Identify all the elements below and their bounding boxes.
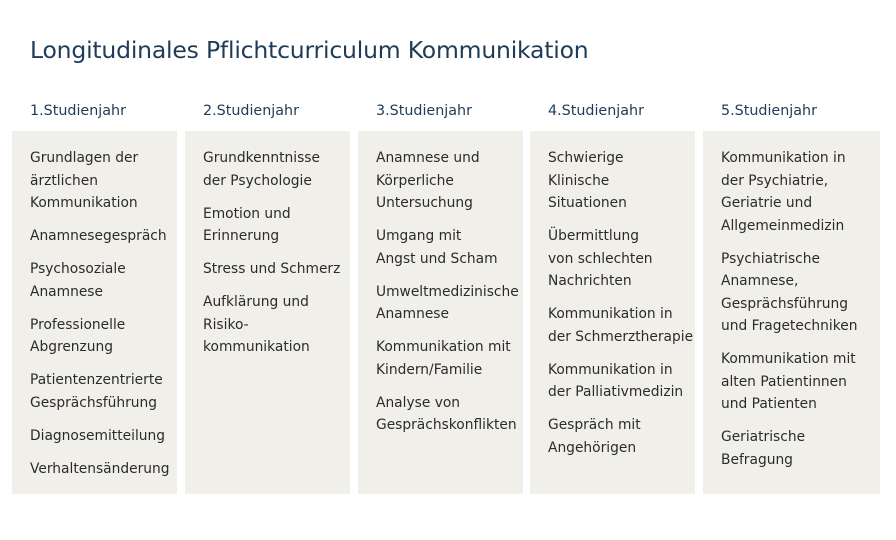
list-item: Kommunikation mit Kindern/Familie [376,339,511,378]
column-header-year-5: 5.Studienjahr [721,103,817,119]
list-item: Anamnese und Körperliche Untersuchung [376,150,480,211]
list-item: Professionelle Abgrenzung [30,316,126,355]
column-header-year-2: 2.Studienjahr [203,103,299,119]
page-title: Longitudinales Pflichtcurriculum Kommunikation [30,36,589,64]
list-item: Kommunikation mit alten Patientinnen und Patienten [721,351,856,412]
list-item: Grundkenntnisse der Psychologie [203,150,320,189]
list-item: Aufklärung und Risiko- kommunikation [203,294,310,355]
list-item: Analyse von Gesprächskonflikten [376,394,517,433]
list-item: Diagnosemitteilung [30,427,166,444]
list-item: Emotion und Erinnerung [203,205,291,244]
column-panel-year-5 [703,131,880,494]
list-item: Gespräch mit Angehörigen [548,417,641,456]
list-item: Stress und Schmerz [203,261,341,277]
list-item: Schwierige Klinische Situationen [548,150,627,211]
list-item: Verhaltensänderung [30,460,170,477]
list-item: Kommunikation in der Palliativmedizin [548,361,684,400]
list-item: Patientenzentrierte Gesprächsführung [30,372,163,411]
column-header-year-1: 1.Studienjahr [30,103,126,119]
list-item: Psychosoziale Anamnese [30,261,126,300]
list-item: Kommunikation in der Psychiatrie, Geriatrie und Allgemeinmedizin [721,150,846,234]
column-panel-year-1 [12,131,177,494]
list-item: Umweltmedizinische Anamnese [376,283,519,322]
list-item: Kommunikation in der Schmerztherapie [548,306,694,345]
column-header-year-3: 3.Studienjahr [376,103,472,119]
list-item: Anamnesegespräch [30,228,167,244]
column-panel-year-4 [530,131,695,494]
list-item: Psychiatrische Anamnese, Gesprächsführung und Fragetechniken [721,250,858,334]
column-panel-year-2 [185,131,350,494]
list-item: Umgang mit Angst und Scham [376,228,498,267]
column-header-year-4: 4.Studienjahr [548,103,644,119]
list-item: Geriatrische Befragung [721,429,806,468]
list-item: Übermittlung von schlechten Nachrichten [548,228,653,289]
column-panel-year-3 [358,131,523,494]
list-item: Grundlagen der ärztlichen Kommunikation [30,150,139,211]
